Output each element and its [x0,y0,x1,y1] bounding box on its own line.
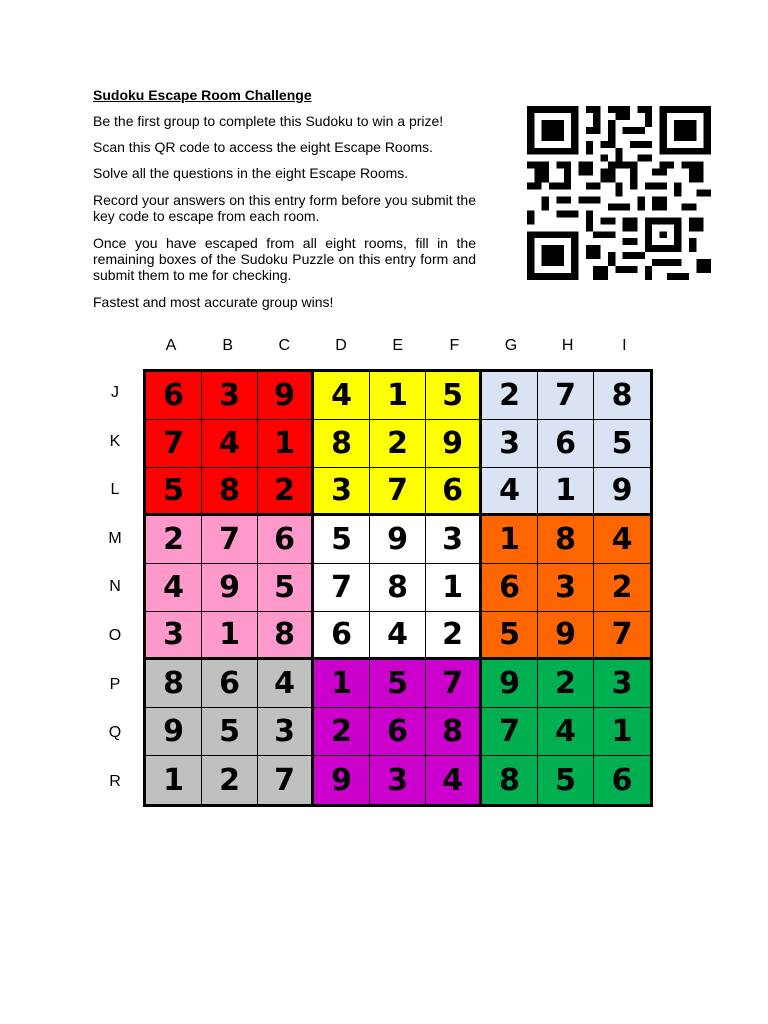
page-title: Sudoku Escape Room Challenge [93,87,312,103]
sudoku-cell[interactable]: 6 [594,756,650,804]
sudoku-cell[interactable]: 7 [370,468,426,516]
sudoku-cell[interactable]: 8 [202,468,258,516]
row-label: N [109,578,121,596]
sudoku-cell[interactable]: 1 [202,612,258,660]
sudoku-cell[interactable]: 9 [594,468,650,516]
sudoku-cell[interactable]: 4 [146,564,202,612]
column-label: C [278,337,291,354]
sudoku-cell[interactable]: 1 [594,708,650,756]
sudoku-cell[interactable]: 5 [426,372,482,420]
column-label: G [504,337,518,354]
sudoku-cell[interactable]: 3 [258,708,314,756]
sudoku-cell[interactable]: 2 [146,516,202,564]
sudoku-cell[interactable]: 1 [314,660,370,708]
sudoku-cell[interactable]: 7 [482,708,538,756]
sudoku-cell[interactable]: 7 [594,612,650,660]
sudoku-cell[interactable]: 6 [314,612,370,660]
intro-paragraph-prize: Be the first group to complete this Sudoku to win a prize! [93,113,444,129]
sudoku-cell[interactable]: 3 [202,372,258,420]
row-label: M [108,529,122,547]
sudoku-cell[interactable]: 1 [482,516,538,564]
sudoku-cell[interactable]: 8 [370,564,426,612]
column-label: E [392,337,403,354]
sudoku-cell[interactable]: 3 [370,756,426,804]
sudoku-cell[interactable]: 5 [146,468,202,516]
sudoku-cell[interactable]: 4 [314,372,370,420]
sudoku-cell[interactable]: 8 [258,612,314,660]
row-label: O [108,627,122,644]
sudoku-cell[interactable]: 6 [426,468,482,516]
sudoku-cell[interactable]: 2 [370,420,426,468]
sudoku-cell[interactable]: 4 [482,468,538,516]
sudoku-cell[interactable]: 4 [258,660,314,708]
sudoku-cell[interactable]: 3 [594,660,650,708]
sudoku-cell[interactable]: 4 [202,420,258,468]
row-label: Q [108,724,122,742]
sudoku-cell[interactable]: 9 [314,756,370,804]
sudoku-cell[interactable]: 4 [538,708,594,756]
sudoku-cell[interactable]: 3 [314,468,370,516]
sudoku-cell[interactable]: 4 [426,756,482,804]
sudoku-cell[interactable]: 2 [594,564,650,612]
sudoku-cell[interactable]: 9 [426,420,482,468]
sudoku-cell[interactable]: 8 [426,708,482,756]
sudoku-cell[interactable]: 5 [370,660,426,708]
sudoku-cell[interactable]: 6 [482,564,538,612]
intro-paragraph-wins: Fastest and most accurate group wins! [93,294,334,310]
row-label: J [111,384,119,401]
row-label: R [109,772,121,790]
sudoku-cell[interactable]: 8 [538,516,594,564]
sudoku-cell[interactable]: 3 [538,564,594,612]
sudoku-cell[interactable]: 5 [258,564,314,612]
sudoku-cell[interactable]: 7 [426,660,482,708]
sudoku-cell[interactable]: 8 [146,660,202,708]
sudoku-cell[interactable]: 9 [370,516,426,564]
sudoku-cell[interactable]: 8 [482,756,538,804]
row-label: P [109,675,121,693]
sudoku-cell[interactable]: 5 [594,420,650,468]
sudoku-cell[interactable]: 7 [258,756,314,804]
row-label: L [110,481,120,499]
column-label: I [622,337,627,354]
sudoku-cell[interactable]: 8 [314,420,370,468]
intro-paragraph-qr: Scan this QR code to access the eight Escape Rooms. [93,139,434,155]
sudoku-cell[interactable]: 5 [538,756,594,804]
sudoku-cell[interactable]: 1 [258,420,314,468]
sudoku-cell[interactable]: 6 [370,708,426,756]
sudoku-cell[interactable]: 6 [202,660,258,708]
sudoku-cell[interactable]: 9 [258,372,314,420]
sudoku-cell[interactable]: 3 [482,420,538,468]
sudoku-cell[interactable]: 9 [482,660,538,708]
sudoku-cell[interactable]: 5 [314,516,370,564]
sudoku-cell[interactable]: 3 [146,612,202,660]
sudoku-cell[interactable]: 2 [426,612,482,660]
sudoku-cell[interactable]: 7 [538,372,594,420]
sudoku-cell[interactable]: 7 [314,564,370,612]
sudoku-cell[interactable]: 1 [538,468,594,516]
qr-code-icon[interactable] [527,106,711,280]
sudoku-cell[interactable]: 7 [202,516,258,564]
sudoku-cell[interactable]: 4 [370,612,426,660]
sudoku-cell[interactable]: 5 [482,612,538,660]
sudoku-cell[interactable]: 2 [314,708,370,756]
sudoku-cell[interactable]: 1 [146,756,202,804]
sudoku-cell[interactable]: 5 [202,708,258,756]
intro-paragraph-record: Record your answers on this entry form before you submit the key code to escape from each room. [93,192,476,224]
sudoku-cell[interactable]: 7 [146,420,202,468]
sudoku-cell[interactable]: 3 [426,516,482,564]
column-label: F [449,337,460,354]
sudoku-cell[interactable]: 9 [538,612,594,660]
intro-paragraph-fill: Once you have escaped from all eight rooms, fill in the remaining boxes of the Sudoku Puzzle on this entry form and submit them to me for checking. [93,235,476,283]
sudoku-cell[interactable]: 9 [202,564,258,612]
column-label: B [222,337,233,354]
sudoku-cell[interactable]: 6 [538,420,594,468]
column-label: H [561,337,574,354]
sudoku-cell[interactable]: 2 [202,756,258,804]
sudoku-cell[interactable]: 2 [258,468,314,516]
sudoku-cell[interactable]: 9 [146,708,202,756]
sudoku-cell[interactable]: 4 [594,516,650,564]
sudoku-cell[interactable]: 6 [258,516,314,564]
intro-paragraph-solve: Solve all the questions in the eight Escape Rooms. [93,165,409,181]
sudoku-cell[interactable]: 1 [426,564,482,612]
sudoku-cell[interactable]: 2 [482,372,538,420]
column-label: D [335,337,347,354]
column-label: A [165,337,177,354]
sudoku-cell[interactable]: 6 [146,372,202,420]
sudoku-cell[interactable]: 1 [370,372,426,420]
row-label: K [109,432,121,450]
sudoku-cell[interactable]: 8 [594,372,650,420]
sudoku-grid [143,369,653,807]
sudoku-cell[interactable]: 2 [538,660,594,708]
